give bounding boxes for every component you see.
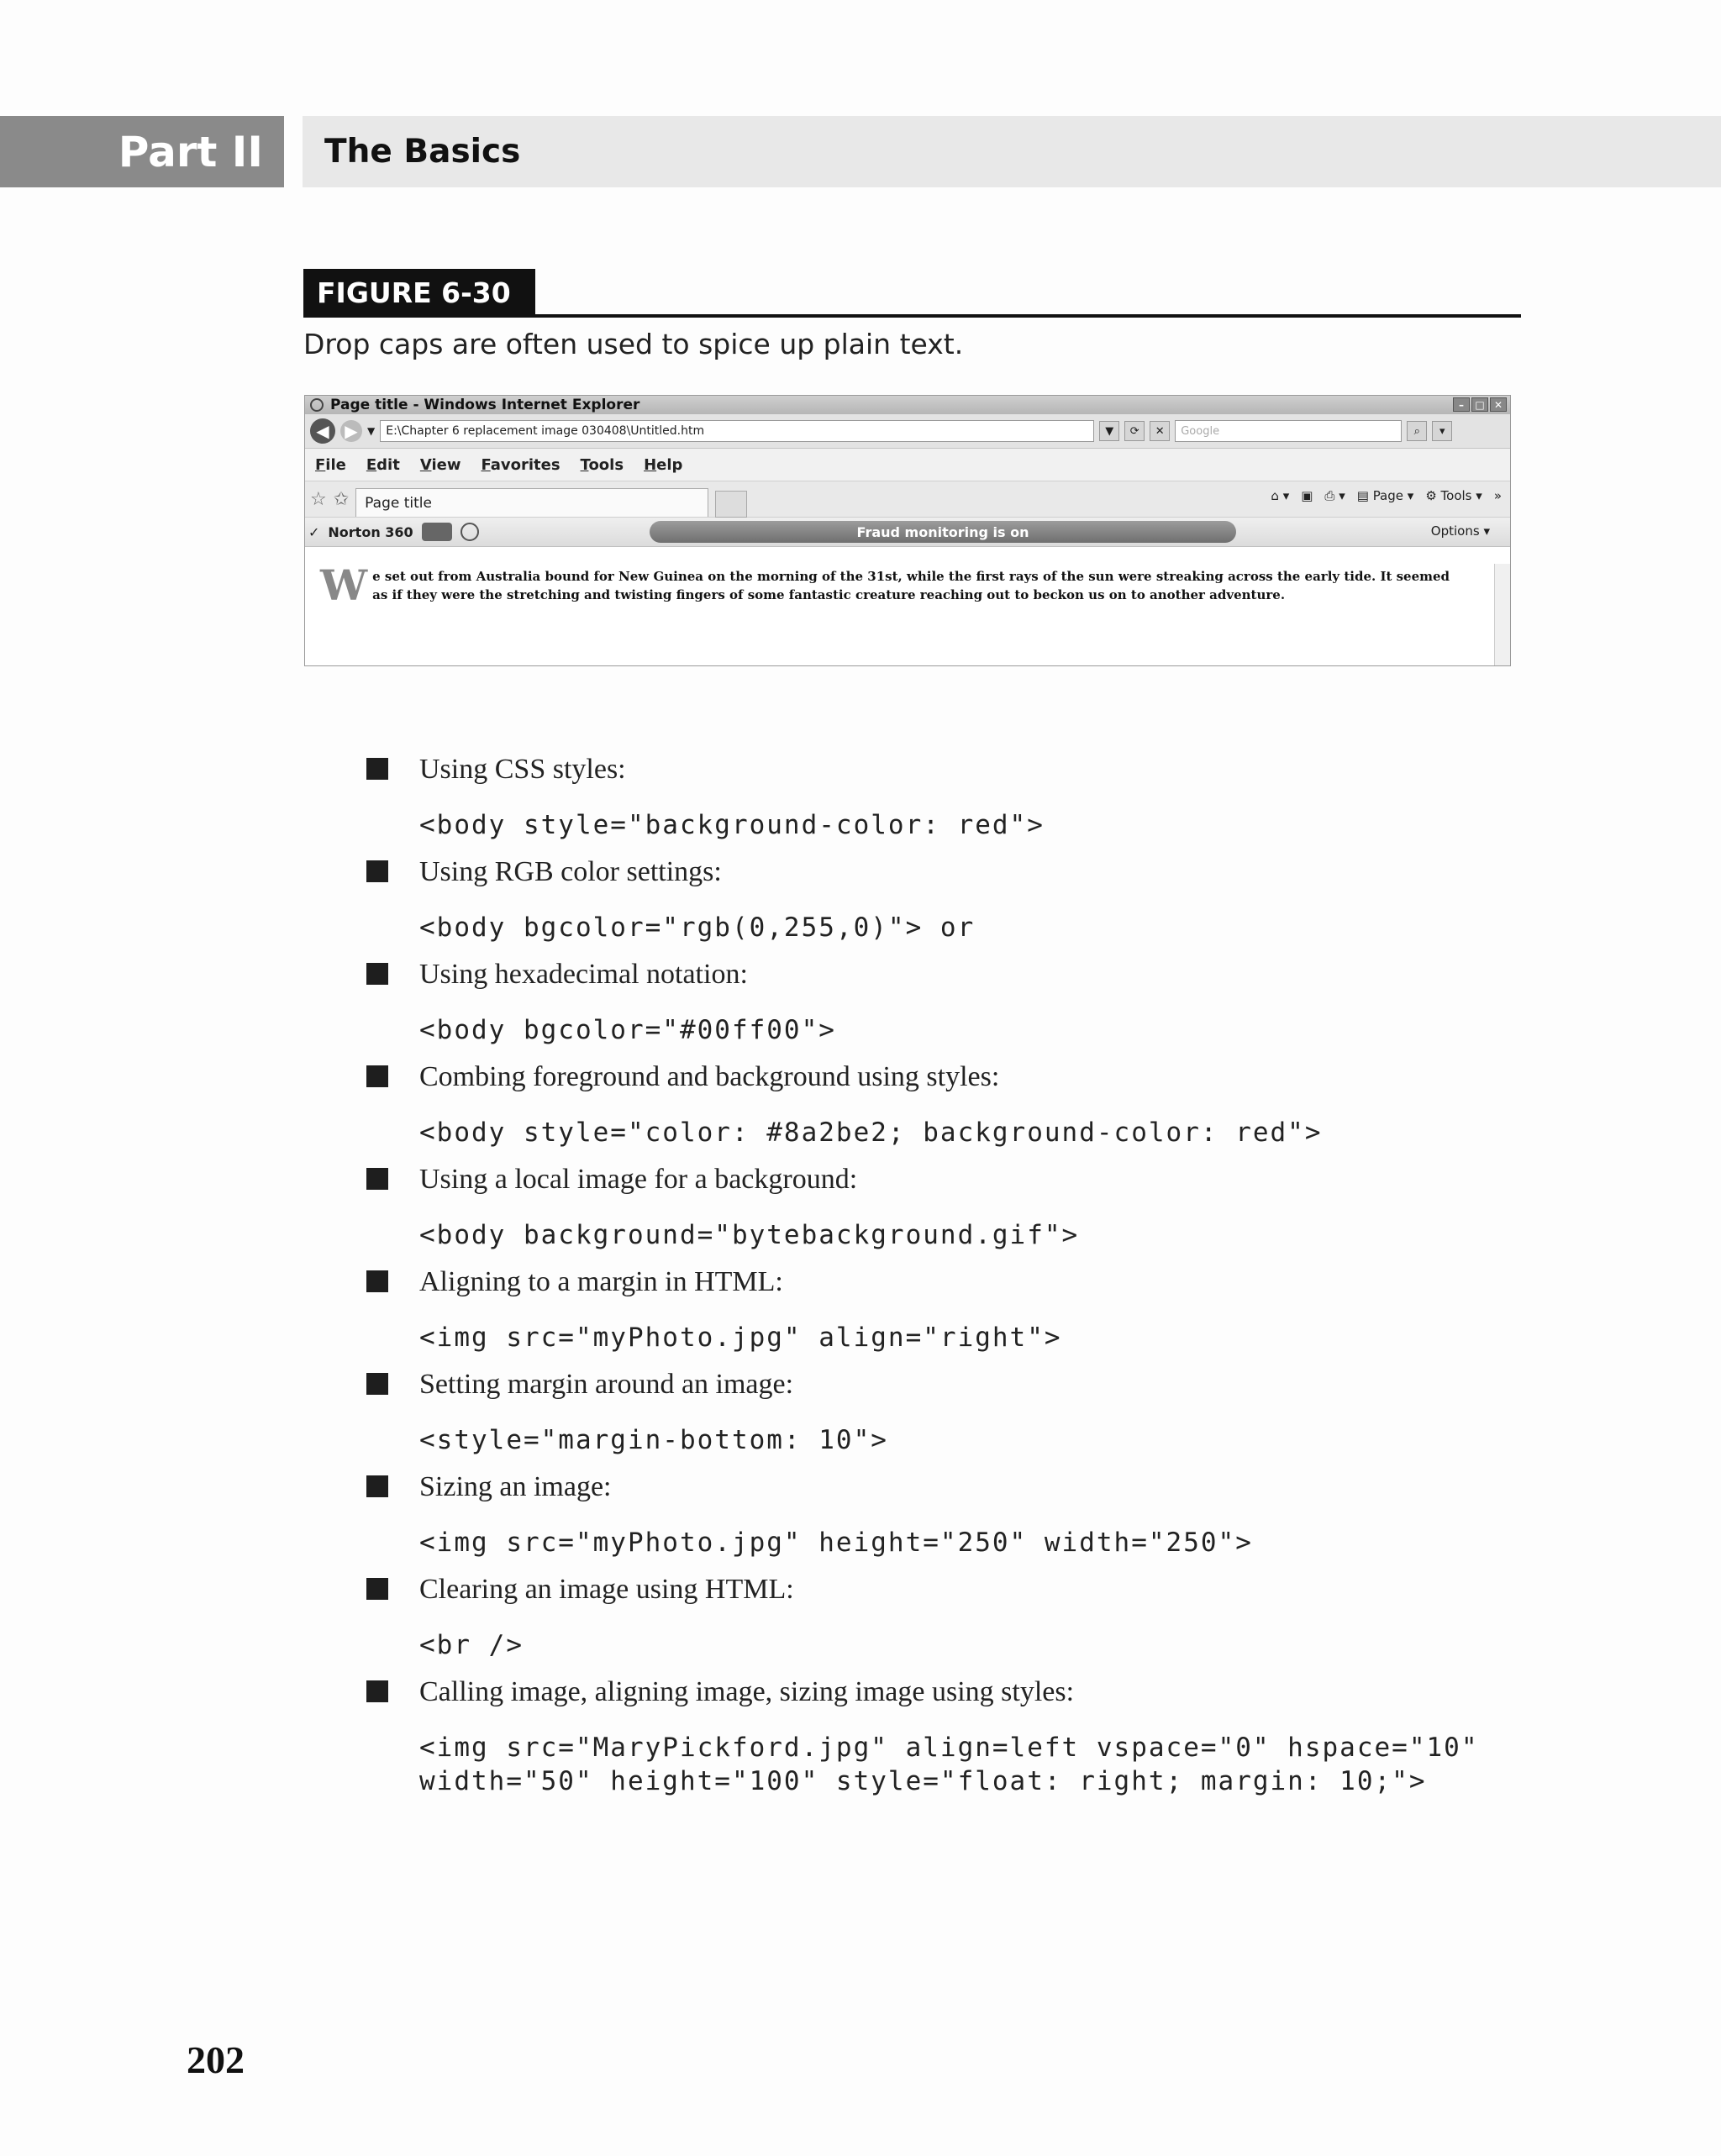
norton-label: Norton 360: [328, 523, 413, 540]
menu-tools[interactable]: Tools: [580, 455, 624, 474]
maximize-icon[interactable]: □: [1471, 397, 1488, 412]
chapter-title: The Basics: [303, 116, 1721, 187]
list-item: [366, 749, 1543, 842]
bullet-icon: [366, 1680, 388, 1702]
fraud-monitor-text: Fraud monitoring is on: [856, 523, 1029, 540]
fraud-monitor-bar[interactable]: [650, 521, 1236, 543]
menu-file[interactable]: File: [315, 455, 346, 474]
bullet-icon: [366, 758, 388, 780]
print-icon[interactable]: ⎙ ▾: [1324, 488, 1345, 503]
refresh-icon[interactable]: ⟳: [1124, 421, 1145, 441]
item-text: Sizing an image:: [419, 1471, 612, 1502]
item-text: Combing foreground and background using styles:: [419, 1061, 1000, 1092]
back-icon[interactable]: ◀: [310, 418, 335, 444]
code-sample: <body style="background-color: red">: [419, 810, 1045, 840]
code-sample: <body style="color: #8a2be2; background-color: red">: [419, 1117, 1323, 1148]
item-text: Using RGB color settings:: [419, 856, 722, 887]
list-item: [366, 954, 1543, 1047]
list-item: [366, 1160, 1543, 1252]
norton-check-icon: ✓: [308, 523, 320, 540]
minimize-icon[interactable]: –: [1453, 397, 1470, 412]
item-text: Using hexadecimal notation:: [419, 959, 748, 990]
bullet-icon: [366, 1578, 388, 1600]
new-tab-button[interactable]: [715, 491, 747, 518]
forward-icon[interactable]: ▶: [340, 420, 362, 442]
item-text: Using a local image for a background:: [419, 1164, 858, 1195]
item-text: Clearing an image using HTML:: [419, 1574, 794, 1605]
globe-icon[interactable]: [461, 523, 479, 541]
page-menu[interactable]: ▤ Page ▾: [1356, 488, 1414, 503]
figure-rule: [303, 314, 1521, 318]
command-bar: [1271, 488, 1502, 503]
item-text: Setting margin around an image:: [419, 1369, 794, 1400]
url-dropdown-icon[interactable]: ▼: [1099, 421, 1119, 441]
tab-label: Page title: [365, 494, 432, 512]
list-item: [366, 1057, 1543, 1149]
search-icon[interactable]: ⌕: [1407, 421, 1427, 441]
figure-caption: Drop caps are often used to spice up plain text.: [303, 328, 964, 360]
bullet-icon: [366, 1168, 388, 1190]
code-sample: <img src="MaryPickford.jpg" align=left vspace="0" hspace="10" width="50" height="100" style="float: right; margin: 10;">: [419, 1733, 1479, 1796]
favorites-star-icon[interactable]: ☆: [310, 488, 327, 510]
url-input[interactable]: E:\Chapter 6 replacement image 030408\Untitled.htm: [380, 420, 1094, 442]
code-sample: <br />: [419, 1630, 524, 1660]
norton-toolbar: [305, 518, 1510, 547]
tab-bar: [305, 481, 1510, 518]
bullet-icon: [366, 1475, 388, 1497]
bullet-icon: [366, 963, 388, 985]
home-icon[interactable]: ⌂ ▾: [1271, 488, 1290, 503]
search-options-icon[interactable]: ▾: [1432, 421, 1452, 441]
list-item: [366, 1570, 1543, 1662]
code-sample: <body bgcolor="#00ff00">: [419, 1015, 836, 1045]
address-bar: [305, 414, 1510, 449]
bullet-list: [366, 749, 1543, 1808]
page-number: 202: [187, 2038, 245, 2081]
page-menu-label: Page: [1372, 488, 1404, 503]
code-sample: <img src="myPhoto.jpg" height="250" width="250">: [419, 1528, 1253, 1558]
code-sample: <img src="myPhoto.jpg" align="right">: [419, 1323, 1062, 1353]
bullet-icon: [366, 1270, 388, 1292]
feeds-icon[interactable]: ▣: [1301, 488, 1313, 503]
list-item: [366, 1672, 1543, 1798]
drop-cap: W: [320, 560, 368, 610]
options-menu[interactable]: Options ▾: [1430, 523, 1490, 539]
stop-icon[interactable]: ✕: [1150, 421, 1170, 441]
code-sample: <body background="bytebackground.gif">: [419, 1220, 1080, 1250]
list-item: [366, 1365, 1543, 1457]
add-favorite-icon[interactable]: ✩: [333, 488, 350, 510]
bullet-icon: [366, 1373, 388, 1395]
part-label: Part II: [0, 116, 284, 187]
gear-icon: ⚙: [1425, 488, 1441, 503]
page-icon: ▤: [1356, 488, 1373, 503]
menu-favorites[interactable]: Favorites: [481, 455, 561, 474]
code-sample: <body bgcolor="rgb(0,255,0)"> or: [419, 912, 976, 943]
code-sample: <style="margin-bottom: 10">: [419, 1425, 888, 1455]
menu-help[interactable]: Help: [644, 455, 683, 474]
tab-page-title[interactable]: [355, 488, 708, 517]
figure-label: FIGURE 6-30: [303, 269, 535, 316]
item-text: Using CSS styles:: [419, 754, 626, 785]
scrollbar[interactable]: [1494, 564, 1510, 665]
bullet-icon: [366, 860, 388, 882]
list-item: [366, 1467, 1543, 1559]
close-icon[interactable]: ✕: [1490, 397, 1507, 412]
menu-edit[interactable]: Edit: [366, 455, 400, 474]
menu-bar: [305, 449, 1510, 481]
tools-menu[interactable]: ⚙ Tools ▾: [1425, 488, 1482, 503]
ie-icon: [310, 398, 324, 412]
paragraph-text: e set out from Australia bound for New Guinea on the morning of the 31st, while the first rays of the sun were streaking across the early tide. It seemed as if they were the stretching and twisting fingers of some fantastic creature reaching out to beckon us on to another adventure.: [372, 569, 1450, 602]
chevron-icon[interactable]: »: [1493, 488, 1502, 503]
window-title: Page title - Windows Internet Explorer: [330, 397, 640, 413]
item-text: Aligning to a margin in HTML:: [419, 1266, 783, 1297]
bullet-icon: [366, 1065, 388, 1087]
page-content: [305, 547, 1510, 610]
options-label: Options: [1430, 523, 1480, 539]
tools-menu-label: Tools: [1440, 488, 1472, 503]
window-titlebar: [305, 396, 1510, 414]
browser-screenshot: [304, 395, 1511, 666]
item-text: Calling image, aligning image, sizing image using styles:: [419, 1676, 1075, 1707]
list-item: [366, 1262, 1543, 1354]
search-input[interactable]: Google: [1175, 420, 1402, 442]
menu-view[interactable]: View: [419, 455, 461, 474]
list-item: [366, 852, 1543, 944]
norton-card-icon[interactable]: [422, 523, 452, 541]
dropdown-icon[interactable]: ▼: [367, 425, 376, 437]
